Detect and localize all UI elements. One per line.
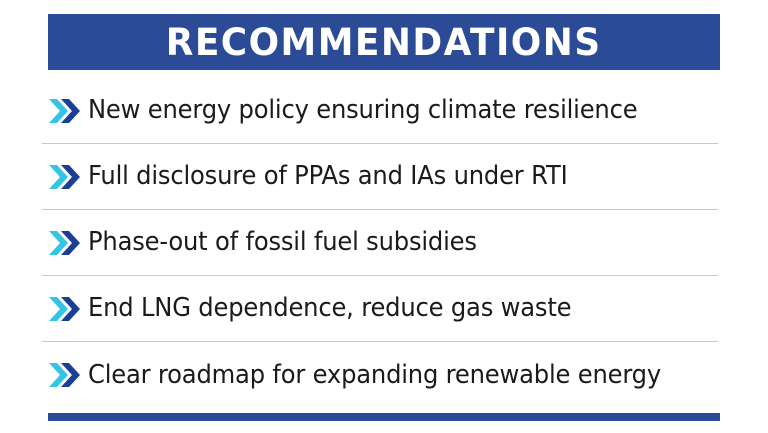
list-item-label: New energy policy ensuring climate resilience — [88, 95, 638, 126]
double-chevron-right-icon — [42, 230, 88, 256]
list-item — [42, 342, 718, 408]
list-item — [42, 144, 718, 210]
double-chevron-right-icon — [42, 164, 88, 190]
list-item-label: Full disclosure of PPAs and IAs under RTI — [88, 161, 568, 192]
footer-bar — [48, 413, 720, 421]
double-chevron-right-icon — [42, 362, 88, 388]
list-item-label: Clear roadmap for expanding renewable energy — [88, 359, 661, 390]
header-bar — [48, 14, 720, 70]
list-item-label: End LNG dependence, reduce gas waste — [88, 293, 572, 324]
list-item — [42, 210, 718, 276]
double-chevron-right-icon — [42, 296, 88, 322]
recommendations-list — [42, 78, 718, 408]
list-item — [42, 276, 718, 342]
list-item-label: Phase-out of fossil fuel subsidies — [88, 227, 477, 258]
list-item — [42, 78, 718, 144]
double-chevron-right-icon — [42, 98, 88, 124]
page-title: RECOMMENDATIONS — [166, 20, 602, 64]
